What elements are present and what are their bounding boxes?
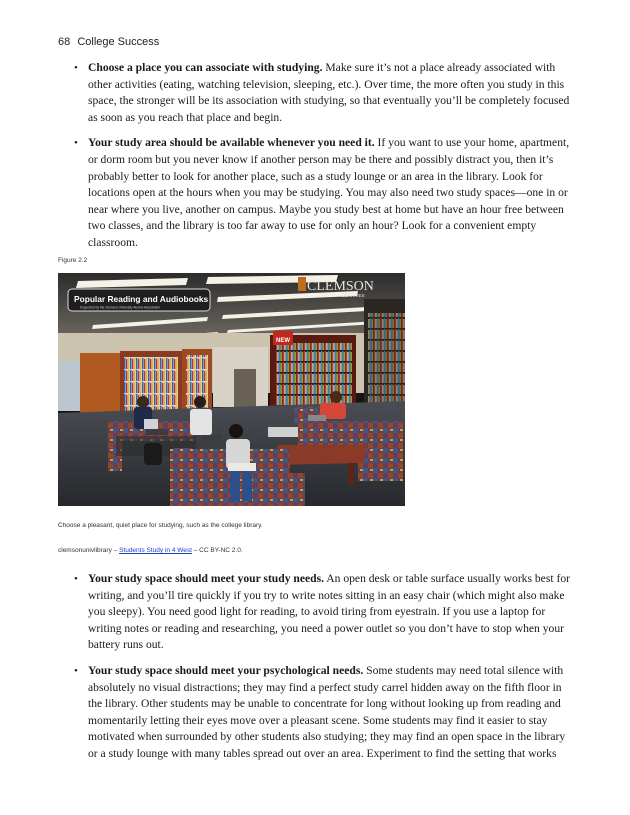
credit-link[interactable]: Students Study in 4 West [119,547,192,554]
logo-text: CLEMSON [307,279,374,294]
library-photo [58,273,405,506]
bullet-item [88,663,573,763]
bullet-list-bottom [88,571,573,772]
figure-credit [58,547,243,554]
bullet-lead: Choose a place you can associate with studying. [88,61,323,74]
bullet-text: Make sure it’s not a place already associated with other activities (eating, watching television, sleeping, etc.). Over time, the more often you study in this space, the stronger will be its association with studying, so that eventually you’ll be completely focused as soon as you reach that place and begin. [88,61,570,124]
book-title: College Success [77,36,160,48]
bullet-text: Some students may need total silence with absolutely no visual distractions; they may find a perfect study carrel hidden away on the fifth floor in the library. Other students may be unable to concentrate for long without looking up from reading and momentarily letting their eyes move over a pleasant scene. Some students may find it easier to stay motivated when surrounded by other students also studying; they may find an open space in the library or a study lounge with many tables spread out over an area. Experiment to find the setting that works [88,663,566,760]
logo-subtext: LIBRARIES [341,293,365,298]
bullet-text: An open desk or table surface usually works best for writing, and you’ll tire quickly if you try to write notes sitting in an easy chair (which might also make you sleepy). You need good light for reading, to avoid tiring from eyestrain. If you use a laptop for writing notes or reading and researching, you need a power outlet so you don’t have to stop when your battery runs out. [88,572,570,652]
bullet-item [88,571,573,654]
banner-text: Popular Reading and Audiobooks [74,294,209,304]
bullet-lead: Your study area should be available whenever you need it. [88,136,375,150]
credit-suffix: – CC BY-NC 2.0. [191,547,243,554]
bullet-item [88,60,573,126]
bullet-list-top [88,60,573,261]
bullet-item [88,135,573,251]
page-number: 68 [58,36,71,48]
running-header [58,36,159,48]
figure-caption: Choose a pleasant, quiet place for studying, such as the college library. [58,522,263,529]
bullet-lead: Your study space should meet your study needs. [88,572,324,585]
bullet-text: If you want to use your home, apartment, or dorm room but you never know if another person may be there and possibly distract you, then it’s probably better to look for another place, such as a study lounge or an area in the library. Look for locations open at the hours when you may be studying. You may also need two study spaces—one in or near where you live, another on campus. Maybe you study best at home but have an hour free between two classes, and the library is too far away to use for only an hour? Look for a convenient empty classroom. [88,136,570,249]
credit-prefix: clemsonunivlibrary – [58,547,120,554]
banner-subtext: Supported by the Clemson University Alumni Association [80,305,161,310]
figure-label: Figure 2.2 [58,257,88,264]
new-sign-text: NEW [276,338,290,344]
bullet-lead: Your study space should meet your psychological needs. [88,663,364,677]
